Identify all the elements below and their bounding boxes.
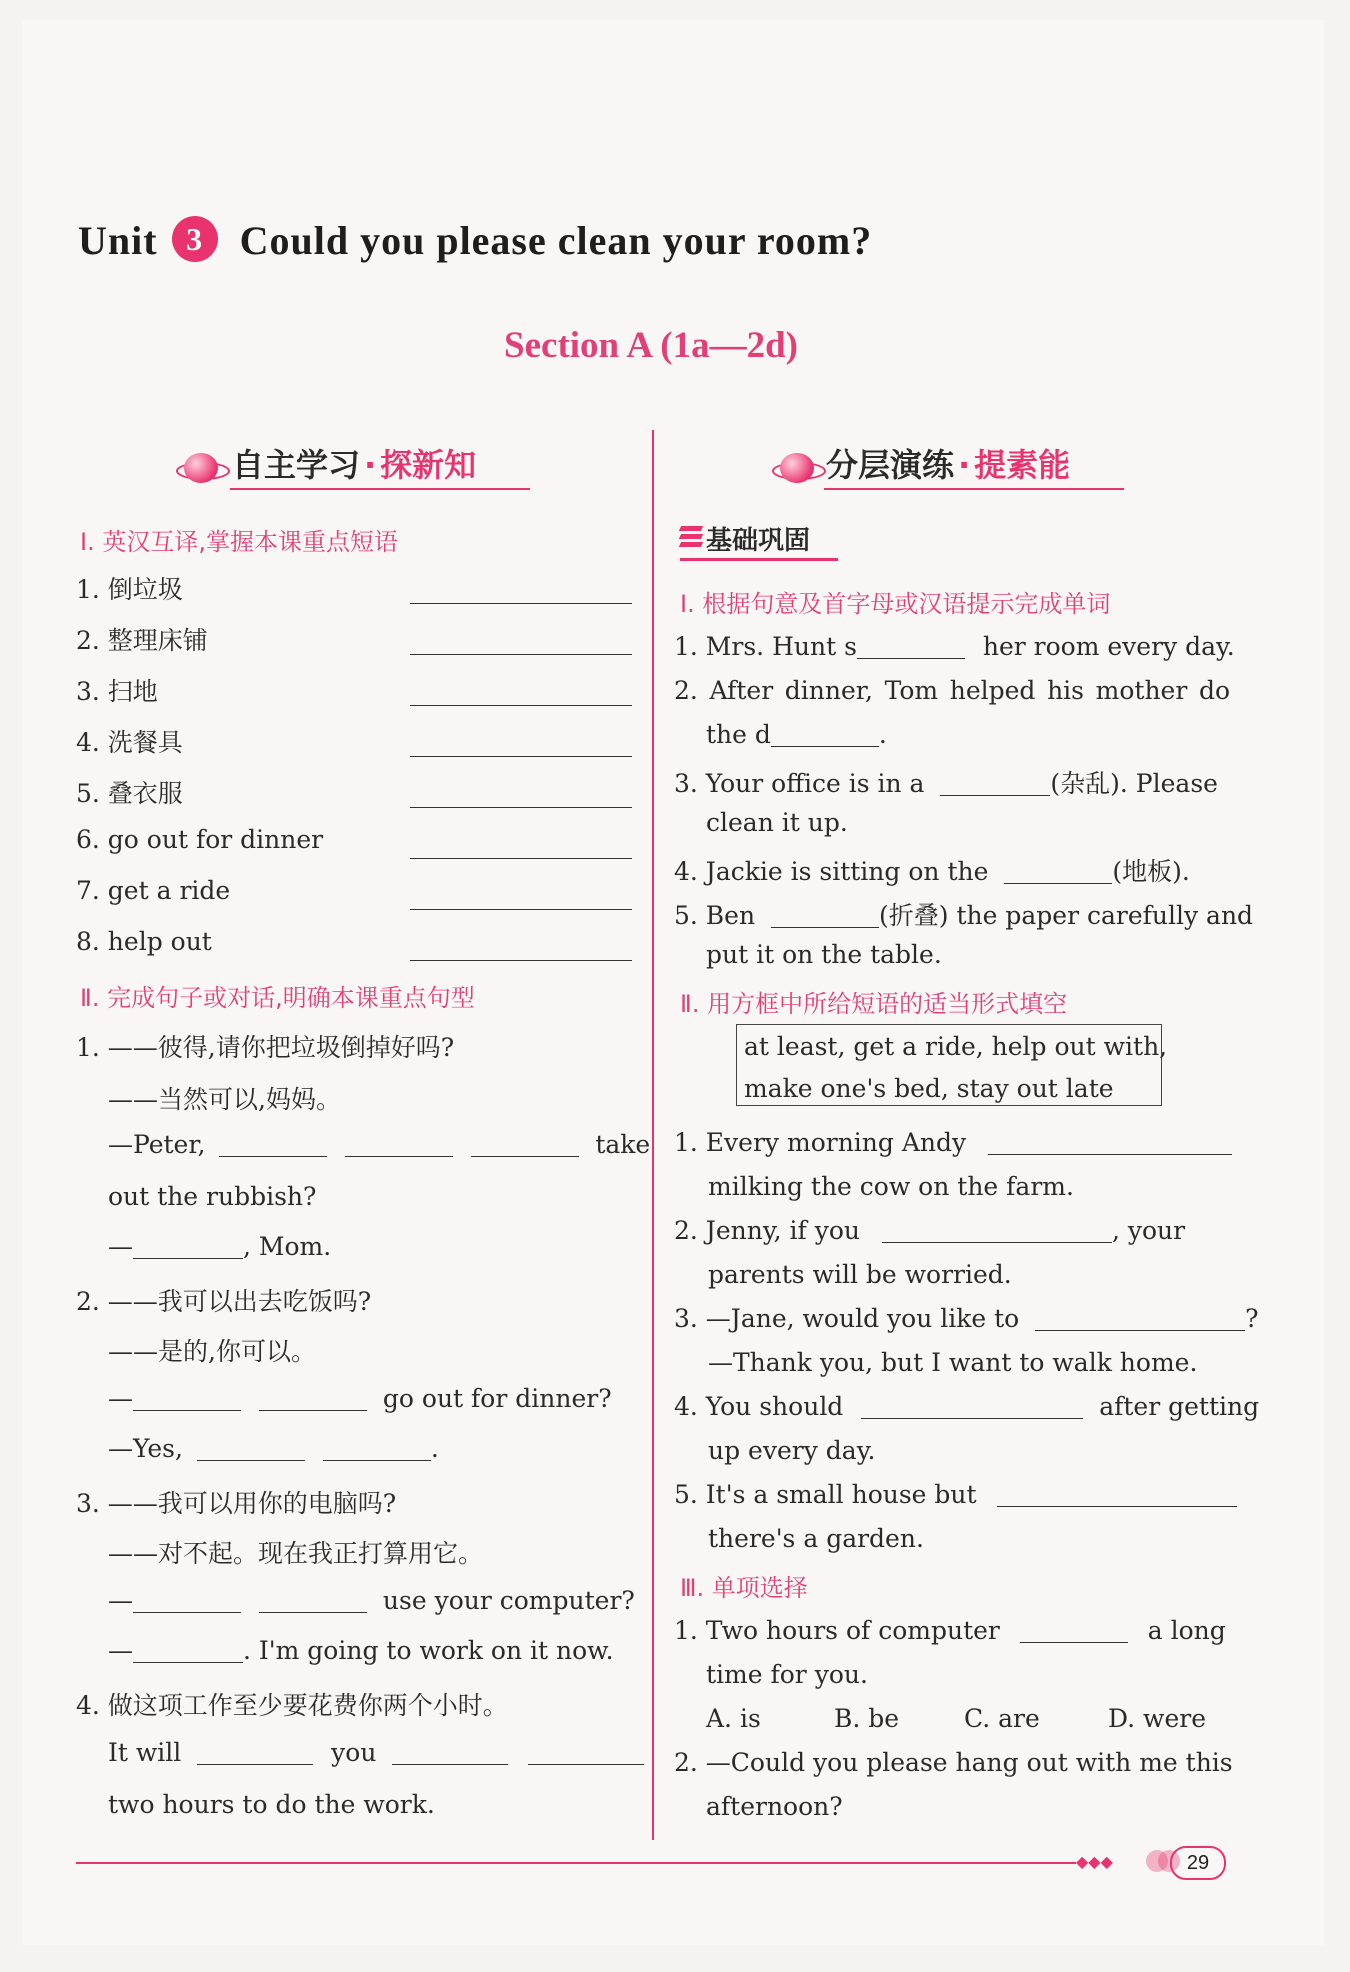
exercise-line: up every day.	[708, 1436, 876, 1465]
answer-blank[interactable]	[771, 903, 879, 928]
left-header-main: 自主学习	[232, 446, 361, 484]
answer-blank[interactable]	[410, 756, 632, 757]
answer-blank[interactable]	[528, 1740, 644, 1765]
exercise-line: time for you.	[706, 1660, 868, 1689]
right-part1-heading: Ⅰ. 根据句意及首字母或汉语提示完成单词	[680, 590, 1111, 618]
exercise-line: 3. —Jane, would you like to ?	[674, 1304, 1259, 1333]
left-part2-heading: Ⅱ. 完成句子或对话,明确本课重点句型	[80, 984, 475, 1012]
section-title: Section A (1a—2d)	[504, 325, 798, 366]
exercise-line: put it on the table.	[706, 940, 942, 969]
right-header-accent: 提素能	[974, 446, 1071, 484]
dialogue-line: It will you	[108, 1738, 644, 1767]
page-number: 29	[1170, 1846, 1226, 1880]
answer-blank[interactable]	[410, 858, 632, 859]
answer-blank[interactable]	[882, 1218, 1112, 1243]
right-part3-heading: Ⅲ. 单项选择	[680, 1574, 808, 1602]
dialogue-line: 2. ——我可以出去吃饭吗?	[76, 1287, 372, 1316]
dialogue-line: — go out for dinner?	[108, 1384, 612, 1413]
phrase-box-line: at least, get a ride, help out with,	[744, 1032, 1168, 1061]
planet-icon	[184, 453, 218, 483]
dialogue-line: 4. 做这项工作至少要花费你两个小时。	[76, 1691, 508, 1720]
answer-blank[interactable]	[410, 603, 632, 604]
exercise-line: 1. Two hours of computer a long	[674, 1616, 1226, 1645]
answer-blank[interactable]	[392, 1740, 508, 1765]
answer-blank[interactable]	[988, 1130, 1232, 1155]
planet-icon	[780, 453, 814, 483]
left-header-underline	[230, 488, 530, 490]
unit-number-badge: 3	[172, 216, 218, 262]
phrase-item: 7. get a ride	[76, 876, 231, 905]
exercise-line: 4. You should after getting	[674, 1392, 1260, 1421]
answer-blank[interactable]	[259, 1588, 367, 1613]
option-c[interactable]: C. are	[964, 1704, 1040, 1733]
exercise-line: clean it up.	[706, 808, 848, 837]
answer-blank[interactable]	[940, 771, 1050, 796]
answer-blank[interactable]	[997, 1482, 1237, 1507]
phrase-item: 6. go out for dinner	[76, 825, 324, 854]
dialogue-line: two hours to do the work.	[108, 1790, 435, 1819]
answer-blank[interactable]	[1035, 1306, 1245, 1331]
option-d[interactable]: D. were	[1108, 1704, 1206, 1733]
phrase-item: 5. 叠衣服	[76, 779, 183, 808]
right-header-underline	[824, 488, 1124, 490]
answer-blank[interactable]	[219, 1132, 327, 1157]
answer-blank[interactable]	[133, 1234, 243, 1259]
unit-title-text: Could you please clean your room?	[239, 218, 873, 263]
unit-label: Unit	[78, 218, 158, 263]
exercise-line: 3. Your office is in a (杂乱). Please	[674, 769, 1218, 798]
answer-blank[interactable]	[1020, 1618, 1128, 1643]
answer-blank[interactable]	[861, 1394, 1083, 1419]
exercise-line: 2. Jenny, if you , your	[674, 1216, 1186, 1245]
basic-underline	[680, 558, 838, 561]
answer-blank[interactable]	[410, 705, 632, 706]
answer-blank[interactable]	[410, 909, 632, 910]
answer-blank[interactable]	[133, 1588, 241, 1613]
books-icon	[680, 524, 704, 550]
option-a[interactable]: A. is	[706, 1704, 761, 1733]
exercise-line: there's a garden.	[708, 1524, 924, 1553]
right-header-main: 分层演练	[826, 446, 955, 484]
exercise-line: parents will be worried.	[708, 1260, 1012, 1289]
answer-blank[interactable]	[857, 634, 965, 659]
exercise-line: 2. —Could you please hang out with me this	[674, 1748, 1233, 1777]
exercise-line: 4. Jackie is sitting on the (地板).	[674, 857, 1190, 886]
left-header-dot: ·	[364, 446, 377, 484]
answer-blank[interactable]	[345, 1132, 453, 1157]
footer-dots-icon: ◆◆◆	[1076, 1852, 1113, 1871]
dialogue-line: 3. ——我可以用你的电脑吗?	[76, 1489, 397, 1518]
dialogue-line: ——对不起。现在我正打算用它。	[108, 1539, 484, 1568]
dialogue-line: out the rubbish?	[108, 1182, 317, 1211]
left-column-header	[232, 440, 476, 486]
answer-blank[interactable]	[323, 1436, 431, 1461]
dialogue-line: — use your computer?	[108, 1586, 635, 1615]
phrase-item: 2. 整理床铺	[76, 626, 208, 655]
exercise-line: 1. Every morning Andy	[674, 1128, 1232, 1157]
answer-blank[interactable]	[1004, 859, 1112, 884]
dialogue-line: 1. ——彼得,请你把垃圾倒掉好吗?	[76, 1033, 455, 1062]
dialogue-line: ——是的,你可以。	[108, 1337, 316, 1366]
exercise-line: 2. After dinner, Tom helped his mother do	[674, 676, 1230, 705]
exercise-line: milking the cow on the farm.	[708, 1172, 1074, 1201]
exercise-line: —Thank you, but I want to walk home.	[708, 1348, 1198, 1377]
left-header-accent: 探新知	[380, 446, 477, 484]
column-divider	[652, 430, 654, 1840]
answer-blank[interactable]	[410, 654, 632, 655]
right-part2-heading: Ⅱ. 用方框中所给短语的适当形式填空	[680, 990, 1068, 1018]
answer-blank[interactable]	[259, 1386, 367, 1411]
dialogue-line: — . I'm going to work on it now.	[108, 1636, 614, 1665]
unit-title	[78, 216, 872, 264]
dialogue-line: —Peter, take	[108, 1130, 651, 1159]
answer-blank[interactable]	[410, 807, 632, 808]
footer-line	[76, 1862, 1076, 1864]
answer-blank[interactable]	[133, 1386, 241, 1411]
answer-blank[interactable]	[771, 722, 879, 747]
answer-blank[interactable]	[197, 1740, 313, 1765]
dialogue-line: —Yes, .	[108, 1434, 439, 1463]
answer-blank[interactable]	[471, 1132, 579, 1157]
left-part1-heading: Ⅰ. 英汉互译,掌握本课重点短语	[80, 528, 398, 556]
basic-consolidation-label: 基础巩固	[706, 526, 811, 556]
exercise-line: 5. Ben (折叠) the paper carefully and	[674, 901, 1254, 930]
answer-blank[interactable]	[133, 1638, 243, 1663]
right-header-dot: ·	[958, 446, 971, 484]
phrase-item: 8. help out	[76, 927, 212, 956]
phrase-box-line: make one's bed, stay out late	[744, 1074, 1114, 1103]
exercise-line: 5. It's a small house but	[674, 1480, 1237, 1509]
phrase-item: 4. 洗餐具	[76, 728, 183, 757]
exercise-line: the d .	[706, 720, 887, 749]
answer-blank[interactable]	[197, 1436, 305, 1461]
phrase-item: 3. 扫地	[76, 677, 158, 706]
option-b[interactable]: B. be	[834, 1704, 900, 1733]
dialogue-line: ——当然可以,妈妈。	[108, 1085, 341, 1114]
exercise-line: afternoon?	[706, 1792, 843, 1821]
answer-blank[interactable]	[410, 960, 632, 961]
exercise-line: 1. Mrs. Hunt s her room every day.	[674, 632, 1235, 661]
right-column-header	[826, 440, 1070, 486]
dialogue-line: — , Mom.	[108, 1232, 332, 1261]
phrase-item: 1. 倒垃圾	[76, 575, 183, 604]
